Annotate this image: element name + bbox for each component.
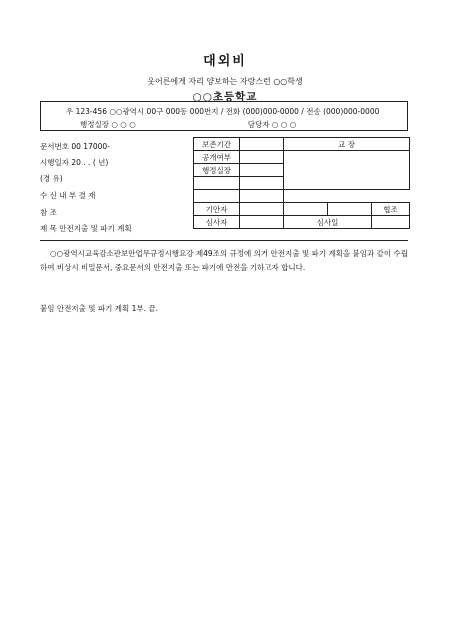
reviewer-sign[interactable] <box>240 216 284 229</box>
principal-label: 교 장 <box>284 138 410 151</box>
contact-line <box>80 119 296 130</box>
reference-field: 참 조 <box>40 208 57 217</box>
extra-label-cell <box>194 177 240 190</box>
extra-label-cell-2 <box>194 190 240 203</box>
approval-blank-2[interactable] <box>328 203 372 216</box>
body-paragraph <box>40 247 412 275</box>
doc-number: 문서번호 00 17000- <box>40 142 110 151</box>
reviewer-label: 심사자 <box>194 216 240 229</box>
attachment-line: 붙임 안전지출 및 파기 계획 1부. 끝. <box>40 304 159 313</box>
extra-value-cell-2[interactable] <box>240 190 284 203</box>
admin-officer: 행정실장 ○ ○ ○ <box>80 120 136 129</box>
issue-date: 시행일자 20 . . ( 년) <box>40 158 109 167</box>
via-field: (경 유) <box>40 174 63 183</box>
admin-chief-sign[interactable] <box>240 164 284 177</box>
person-in-charge: 담당자 ○ ○ ○ <box>247 120 297 129</box>
review-date-value[interactable] <box>372 216 410 229</box>
classification-label: 대외비 <box>203 54 247 69</box>
drafter-label: 기안자 <box>194 203 240 216</box>
disclosure-label: 공개여부 <box>194 151 240 164</box>
drafter-sign[interactable] <box>240 203 284 216</box>
retention-period-value[interactable] <box>240 138 284 151</box>
subject-field: 제 목 안전지출 및 파기 계획 <box>40 224 132 233</box>
body-paragraph-text: ○○광역시교육감소관보안업무규정시행요강 제49조의 규정에 의거 안전지출 및 파기 계획을 붙임과 같이 수립하여 비상시 비밀문서, 중요문서의 안전지출 또는 파기에 만전을 기하고자 합니다. <box>40 249 409 272</box>
section-divider <box>40 240 408 241</box>
admin-chief-label: 행정실장 <box>194 164 240 177</box>
retention-period-label: 보존기간 <box>194 138 240 151</box>
school-name: ○○초등학교 <box>192 91 258 103</box>
recipient-field: 수 신 내 부 결 재 <box>40 191 96 200</box>
cooperation-label: 협조 <box>372 203 410 216</box>
disclosure-value[interactable] <box>240 151 284 164</box>
approval-table <box>193 137 410 229</box>
principal-sign-box[interactable] <box>284 151 410 190</box>
extra-value-cell[interactable] <box>240 177 284 190</box>
review-date-label: 심사일 <box>284 216 372 229</box>
school-slogan: 웃어른에게 자리 양보하는 자랑스런 ○○학생 <box>147 77 303 86</box>
address-line: 우 123-456 ○○광역시 00구 000동 000번지 / 전화 (000)000-0000 / 전송 (000)000-0000 <box>66 107 380 116</box>
approval-blank-1[interactable] <box>284 203 328 216</box>
